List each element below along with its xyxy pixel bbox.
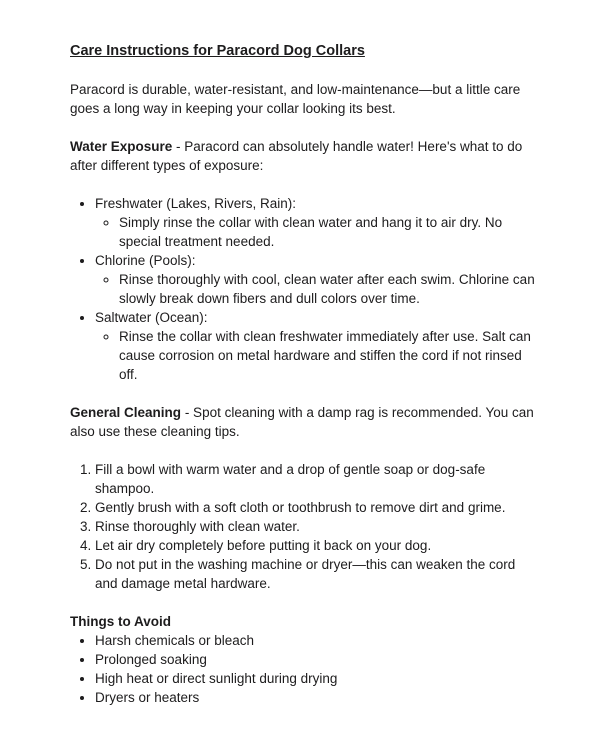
freshwater-sublist: [95, 213, 540, 251]
water-exposure-paragraph: [70, 137, 540, 175]
water-exposure-heading: Water Exposure: [70, 139, 173, 154]
list-item-chlorine: [95, 251, 540, 308]
cleaning-step: [95, 498, 540, 517]
chlorine-sublist: [95, 270, 540, 308]
general-cleaning-heading: General Cleaning: [70, 405, 182, 420]
avoid-item-text: Dryers or heaters: [95, 690, 200, 705]
sub-list-item: [119, 327, 540, 384]
things-to-avoid-list: [70, 631, 540, 707]
cleaning-step-text: Fill a bowl with warm water and a drop of gentle soap or dog-safe shampoo.: [95, 462, 486, 496]
avoid-item-text: High heat or direct sunlight during drying: [95, 671, 338, 686]
list-item-freshwater: [95, 194, 540, 251]
sub-list-item: [119, 213, 540, 251]
sub-list-item: [119, 270, 540, 308]
sub-list-item-text: Rinse the collar with clean freshwater immediately after use. Salt can cause corrosion on metal hardware and stiffen the cord if not rinsed off.: [119, 329, 531, 382]
general-cleaning-text: - Spot cleaning with a damp rag is recommended. You can also use these cleaning tips.: [70, 405, 534, 439]
cleaning-step: [95, 536, 540, 555]
saltwater-sublist: [95, 327, 540, 384]
avoid-item: [95, 688, 540, 707]
avoid-item: [95, 669, 540, 688]
cleaning-step-text: Let air dry completely before putting it back on your dog.: [95, 538, 432, 553]
cleaning-step-text: Gently brush with a soft cloth or toothbrush to remove dirt and grime.: [95, 500, 506, 515]
avoid-item-text: Prolonged soaking: [95, 652, 207, 667]
list-item-title: Saltwater (Ocean):: [95, 310, 208, 325]
cleaning-step: [95, 517, 540, 536]
document-title: Care Instructions for Paracord Dog Collars: [70, 43, 365, 59]
water-exposure-list: [70, 194, 540, 384]
avoid-item-text: Harsh chemicals or bleach: [95, 633, 255, 648]
intro-paragraph: Paracord is durable, water-resistant, and low-maintenance—but a little care goes a long way in keeping your collar looking its best.: [70, 82, 521, 116]
list-item-title: Chlorine (Pools):: [95, 253, 196, 268]
sub-list-item-text: Rinse thoroughly with cool, clean water after each swim. Chlorine can slowly break down fibers and dull colors over time.: [119, 272, 535, 306]
cleaning-steps-list: [70, 460, 540, 593]
avoid-item: [95, 631, 540, 650]
water-exposure-text: - Paracord can absolutely handle water! Here's what to do after different types of exposure:: [70, 139, 523, 173]
cleaning-step-text: Rinse thoroughly with clean water.: [95, 519, 300, 534]
sub-list-item-text: Simply rinse the collar with clean water and hang it to air dry. No special treatment needed.: [119, 215, 503, 249]
list-item-title: Freshwater (Lakes, Rivers, Rain):: [95, 196, 297, 211]
list-item-saltwater: [95, 308, 540, 384]
cleaning-step: [95, 555, 540, 593]
cleaning-step: [95, 460, 540, 498]
general-cleaning-paragraph: [70, 403, 540, 441]
avoid-item: [95, 650, 540, 669]
things-to-avoid-heading: Things to Avoid: [70, 614, 171, 629]
cleaning-step-text: Do not put in the washing machine or dryer—this can weaken the cord and damage metal hardware.: [95, 557, 516, 591]
